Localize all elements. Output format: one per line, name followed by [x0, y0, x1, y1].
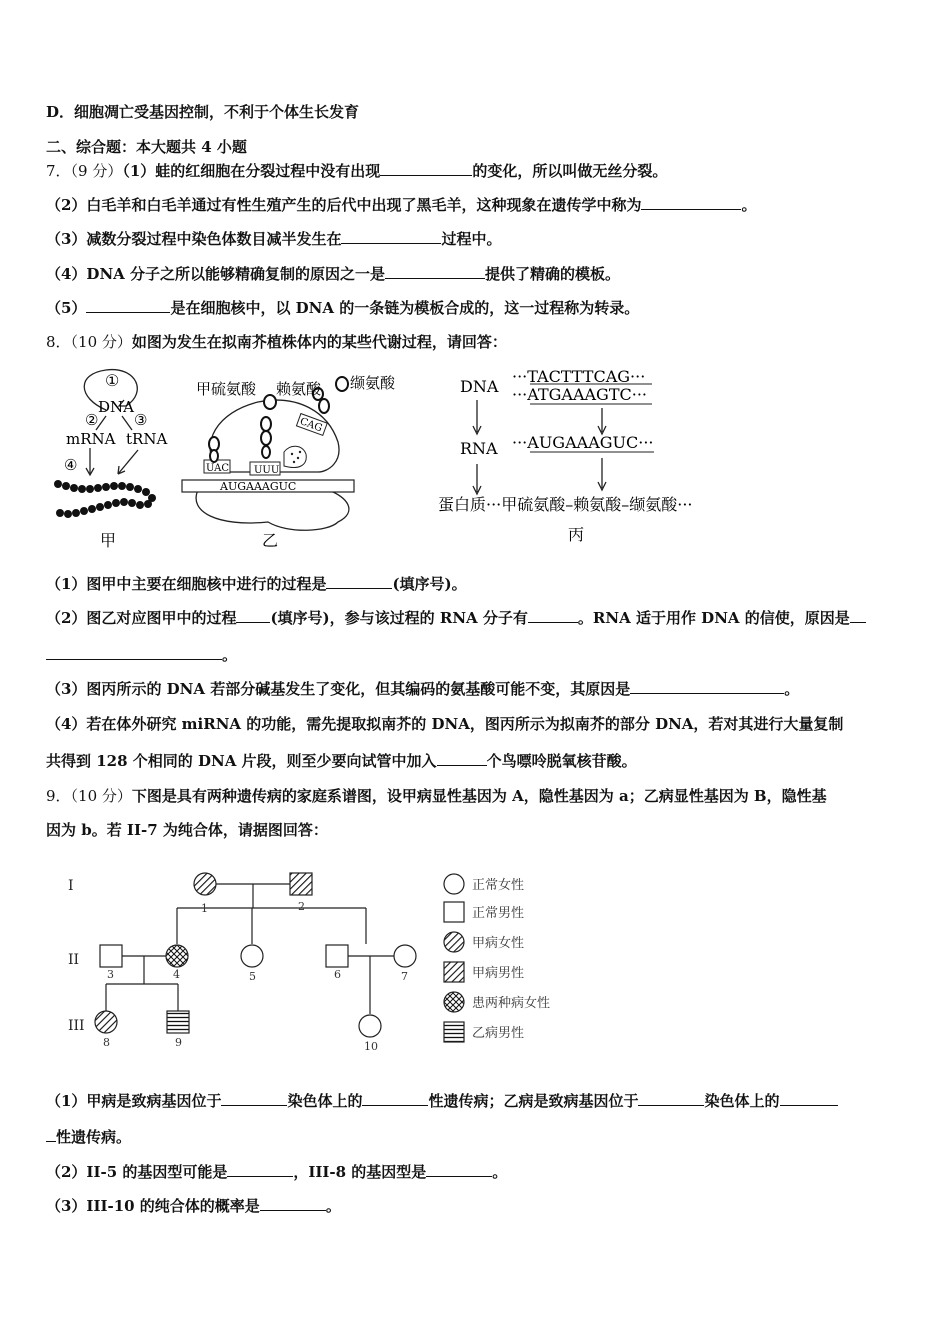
q9-stem-line1 — [46, 786, 827, 806]
rna-sequence: ···AUGAAAGUC··· — [512, 433, 654, 452]
q7-score: （9 分） — [70, 162, 123, 180]
amino-acid-2: 赖氨酸 — [276, 380, 322, 398]
q7-number: 7． — [46, 162, 71, 180]
q8-p3-text: （3）图丙所示的 DNA 若部分碱基发生了变化，但其编码的氨基酸可能不变，其原因是 — [46, 680, 631, 698]
q7-p1-text: （1）蛙的红细胞在分裂过程中没有出现 — [122, 162, 381, 180]
q8-line3 — [46, 679, 799, 699]
label-dna: DNA — [98, 398, 134, 416]
section-heading: 二、综合题：本大题共 4 小题 — [46, 138, 247, 156]
label-mrna: mRNA — [66, 430, 116, 448]
q9-p2-mid: ，III-8 的基因型是 — [293, 1163, 427, 1181]
q9-score: （10 分） — [70, 787, 132, 805]
dna-strand-1: ···TACTTTCAG··· — [512, 367, 646, 386]
bing-rna-label: RNA — [460, 439, 498, 458]
q9-line2 — [46, 1162, 507, 1182]
answer-blank[interactable] — [385, 264, 485, 279]
label-circle-3: ③ — [134, 411, 148, 429]
id-5: 5 — [249, 970, 256, 983]
person-8 — [95, 1011, 117, 1033]
q7-line1 — [46, 161, 667, 181]
caption-bing: 丙 — [568, 525, 585, 544]
person-5 — [241, 945, 263, 967]
polypeptide-chain — [54, 480, 156, 518]
answer-blank[interactable] — [236, 608, 270, 623]
dna-strand-2: ···ATGAAAGTC··· — [512, 385, 648, 404]
person-2 — [290, 873, 312, 895]
q7-line5 — [46, 298, 639, 318]
q8-p2-text: （2）图乙对应图甲中的过程 — [46, 609, 237, 627]
q8-line2b — [46, 645, 237, 665]
answer-blank[interactable] — [341, 229, 441, 244]
generation-2-label: II — [68, 952, 80, 968]
label-circle-1: ① — [105, 371, 120, 390]
q7-p3-text: （3）减数分裂过程中染色体数目减半发生在 — [46, 230, 342, 248]
option-d: D．细胞凋亡受基因控制，不利于个体生长发育 — [46, 103, 360, 121]
q8-p4-tail: 个鸟嘌呤脱氧核苷酸。 — [486, 752, 637, 770]
q9-stem-line2 — [46, 820, 328, 840]
answer-blank[interactable] — [46, 1127, 56, 1142]
person-3 — [100, 945, 122, 967]
q9-p1-mid3: 染色体上的 — [704, 1092, 780, 1110]
legend-disease-b-male: 乙病男性 — [472, 1026, 525, 1041]
q8-p1-text: （1）图甲中主要在细胞核中进行的过程是 — [46, 575, 327, 593]
person-6 — [326, 945, 348, 967]
id-7: 7 — [401, 970, 408, 983]
id-4: 4 — [173, 968, 180, 981]
q9-p2-tail: 。 — [492, 1163, 508, 1181]
person-1 — [194, 873, 216, 895]
answer-blank[interactable] — [850, 608, 866, 623]
q7-p4-text: （4）DNA 分子之所以能够精确复制的原因之一是 — [46, 265, 386, 283]
generation-3-label: III — [68, 1018, 85, 1034]
answer-blank[interactable] — [437, 751, 487, 766]
answer-blank[interactable] — [638, 1091, 704, 1106]
q9-line1 — [46, 1091, 838, 1111]
anticodon-1: UAC — [206, 463, 229, 474]
q7-p5-tail: 是在细胞核中，以 DNA 的一条链为模板合成的，这一过程称为转录。 — [170, 299, 640, 317]
q9-stem-text2: 因为 b。若 II-7 为纯合体，请据图回答： — [46, 821, 328, 839]
answer-blank[interactable] — [380, 161, 472, 176]
q8-p2-mid2: 。RNA 适于用作 DNA 的信使，原因是 — [577, 609, 850, 627]
q8-line2 — [46, 608, 866, 628]
id-6: 6 — [334, 968, 341, 981]
q9-p3-text: （3）III-10 的纯合体的概率是 — [46, 1197, 260, 1215]
legend-normal-female: 正常女性 — [472, 878, 525, 893]
figure-bing — [432, 362, 722, 552]
q7-p5-text: （5） — [46, 299, 87, 317]
q9-p1-mid: 染色体上的 — [287, 1092, 363, 1110]
answer-blank[interactable] — [780, 1091, 838, 1106]
id-2: 2 — [298, 900, 305, 913]
pedigree-chart — [60, 864, 600, 1064]
q7-p1-tail: 的变化，所以叫做无丝分裂。 — [472, 162, 668, 180]
anticodon-3: CAG — [298, 416, 324, 435]
answer-blank[interactable] — [426, 1162, 492, 1177]
answer-blank[interactable] — [46, 645, 222, 660]
q7-p2-tail: 。 — [741, 196, 757, 214]
answer-blank[interactable] — [260, 1196, 326, 1211]
legend-disease-a-female: 甲病女性 — [472, 936, 525, 951]
q9-stem-text1: 下图是具有两种遗传病的家庭系谱图，设甲病显性基因为 A，隐性基因为 a；乙病显性基因为 B，隐性基 — [131, 787, 827, 805]
q8-p3-tail: 。 — [784, 680, 800, 698]
q9-p1-mid2: 性遗传病；乙病是致病基因位于 — [428, 1092, 639, 1110]
answer-blank[interactable] — [362, 1091, 428, 1106]
figure-jia — [48, 362, 178, 552]
q8-stem-text: 如图为发生在拟南芥植株体内的某些代谢过程，请回答： — [131, 333, 507, 351]
q9-p2-text: （2）II-5 的基因型可能是 — [46, 1163, 228, 1181]
legend-disease-a-male: 甲病男性 — [472, 966, 525, 981]
amino-acid-1: 甲硫氨酸 — [196, 380, 257, 398]
pedigree-legend — [444, 874, 550, 1042]
q9-p1-tail: 性遗传病。 — [56, 1128, 132, 1146]
answer-blank[interactable] — [630, 679, 784, 694]
protein-sequence: 蛋白质···甲硫氨酸–赖氨酸–缬氨酸··· — [438, 495, 693, 514]
figure-yi — [178, 362, 418, 552]
person-7 — [394, 945, 416, 967]
bing-dna-label: DNA — [460, 377, 499, 396]
q8-p2-mid: (填序号)，参与该过程的 RNA 分子有 — [270, 609, 528, 627]
label-trna: tRNA — [126, 430, 168, 448]
caption-yi: 乙 — [262, 531, 279, 550]
mrna-sequence: AUGAAAGUC — [220, 480, 297, 493]
q8-score: （10 分） — [70, 333, 132, 351]
q9-p1-text: （1）甲病是致病基因位于 — [46, 1092, 222, 1110]
q9-p3-tail: 。 — [325, 1197, 341, 1215]
person-9 — [167, 1011, 189, 1033]
generation-1-label: I — [68, 878, 74, 894]
amino-acid-3: 缬氨酸 — [350, 374, 396, 392]
q8-p1-tail: (填序号)。 — [392, 575, 467, 593]
label-circle-2: ② — [85, 411, 99, 429]
label-circle-4: ④ — [64, 456, 78, 474]
legend-both-diseases-female: 患两种病女性 — [472, 996, 551, 1011]
person-10 — [359, 1015, 381, 1037]
answer-blank[interactable] — [221, 1091, 287, 1106]
answer-blank[interactable] — [326, 574, 392, 589]
q9-number: 9． — [46, 787, 71, 805]
q8-p4-text: （4）若在体外研究 miRNA 的功能，需先提取拟南芥的 DNA，图丙所示为拟南芥的部分 DNA，若对其进行大量复制 — [46, 715, 844, 733]
id-1: 1 — [201, 902, 208, 915]
answer-blank[interactable] — [641, 195, 741, 210]
id-8: 8 — [103, 1036, 110, 1049]
q8-stem — [46, 332, 507, 352]
q7-line3 — [46, 229, 501, 249]
q7-line4 — [46, 264, 620, 284]
id-10: 10 — [364, 1040, 378, 1053]
q8-number: 8． — [46, 333, 71, 351]
answer-blank[interactable] — [528, 608, 578, 623]
q7-p4-tail: 提供了精确的模板。 — [485, 265, 621, 283]
person-4 — [166, 945, 188, 967]
id-3: 3 — [107, 968, 114, 981]
q7-p3-tail: 过程中。 — [441, 230, 502, 248]
q8-line1 — [46, 574, 467, 594]
caption-jia: 甲 — [100, 531, 117, 550]
legend-normal-male: 正常男性 — [472, 906, 525, 921]
q8-p4-mid: 共得到 128 个相同的 DNA 片段，则至少要向试管中加入 — [46, 752, 437, 770]
q9-line3 — [46, 1196, 341, 1216]
q7-p2-text: （2）白毛羊和白毛羊通过有性生殖产生的后代中出现了黑毛羊，这种现象在遗传学中称为 — [46, 196, 642, 214]
q9-line1b — [46, 1127, 131, 1147]
q7-line2 — [46, 195, 756, 215]
ribosome-small — [196, 490, 349, 530]
id-9: 9 — [175, 1036, 182, 1049]
answer-blank[interactable] — [86, 298, 170, 313]
q8-line4b — [46, 751, 637, 771]
q8-p2-tail: 。 — [222, 646, 238, 664]
q8-line4 — [46, 714, 843, 734]
anticodon-2: UUU — [254, 465, 280, 476]
answer-blank[interactable] — [227, 1162, 293, 1177]
